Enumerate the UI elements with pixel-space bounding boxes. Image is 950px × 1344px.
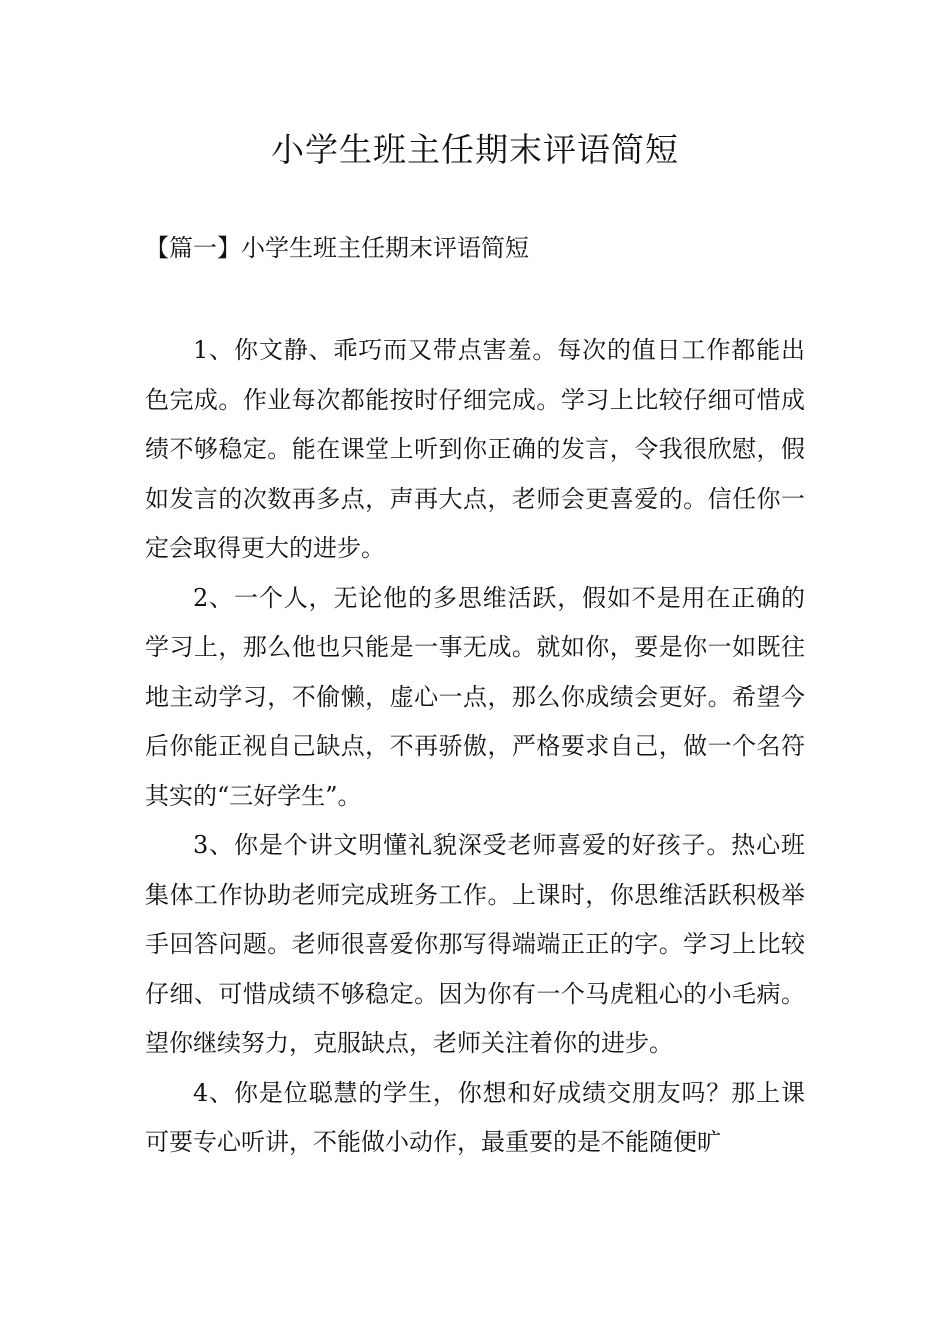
document-body bbox=[145, 326, 805, 1168]
section-heading: 【篇一】小学生班主任期末评语简短 bbox=[145, 234, 529, 262]
paragraph-1: 1、你文静、乖巧而又带点害羞。每次的值日工作都能出色完成。作业每次都能按时仔细完成。学习上比较仔细可惜成绩不够稳定。能在课堂上听到你正确的发言，令我很欣慰，假如发言的次数再多点，声再大点，老师会更喜爱的。信任你一定会取得更大的进步。 bbox=[145, 336, 805, 562]
paragraph-4: 4、你是位聪慧的学生，你想和好成绩交朋友吗？那上课可要专心听讲，不能做小动作，最重要的是不能随便旷 bbox=[145, 1078, 805, 1156]
document-title: 小学生班主任期末评语简短 bbox=[271, 130, 679, 169]
paragraph-2: 2、一个人，无论他的多思维活跃，假如不是用在正确的学习上，那么他也只能是一事无成。就如你，要是你一如既往地主动学习，不偷懒，虚心一点，那么你成绩会更好。希望今后你能正视自己缺点，不再骄傲，严格要求自己，做一个名符其实的“三好学生”。 bbox=[145, 583, 805, 810]
paragraph-3: 3、你是个讲文明懂礼貌深受老师喜爱的好孩子。热心班集体工作协助老师完成班务工作。上课时，你思维活跃积极举手回答问题。老师很喜爱你那写得端端正正的字。学习上比较仔细、可惜成绩不够稳定。因为你有一个马虎粗心的小毛病。望你继续努力，克服缺点，老师关注着你的进步。 bbox=[145, 831, 805, 1057]
